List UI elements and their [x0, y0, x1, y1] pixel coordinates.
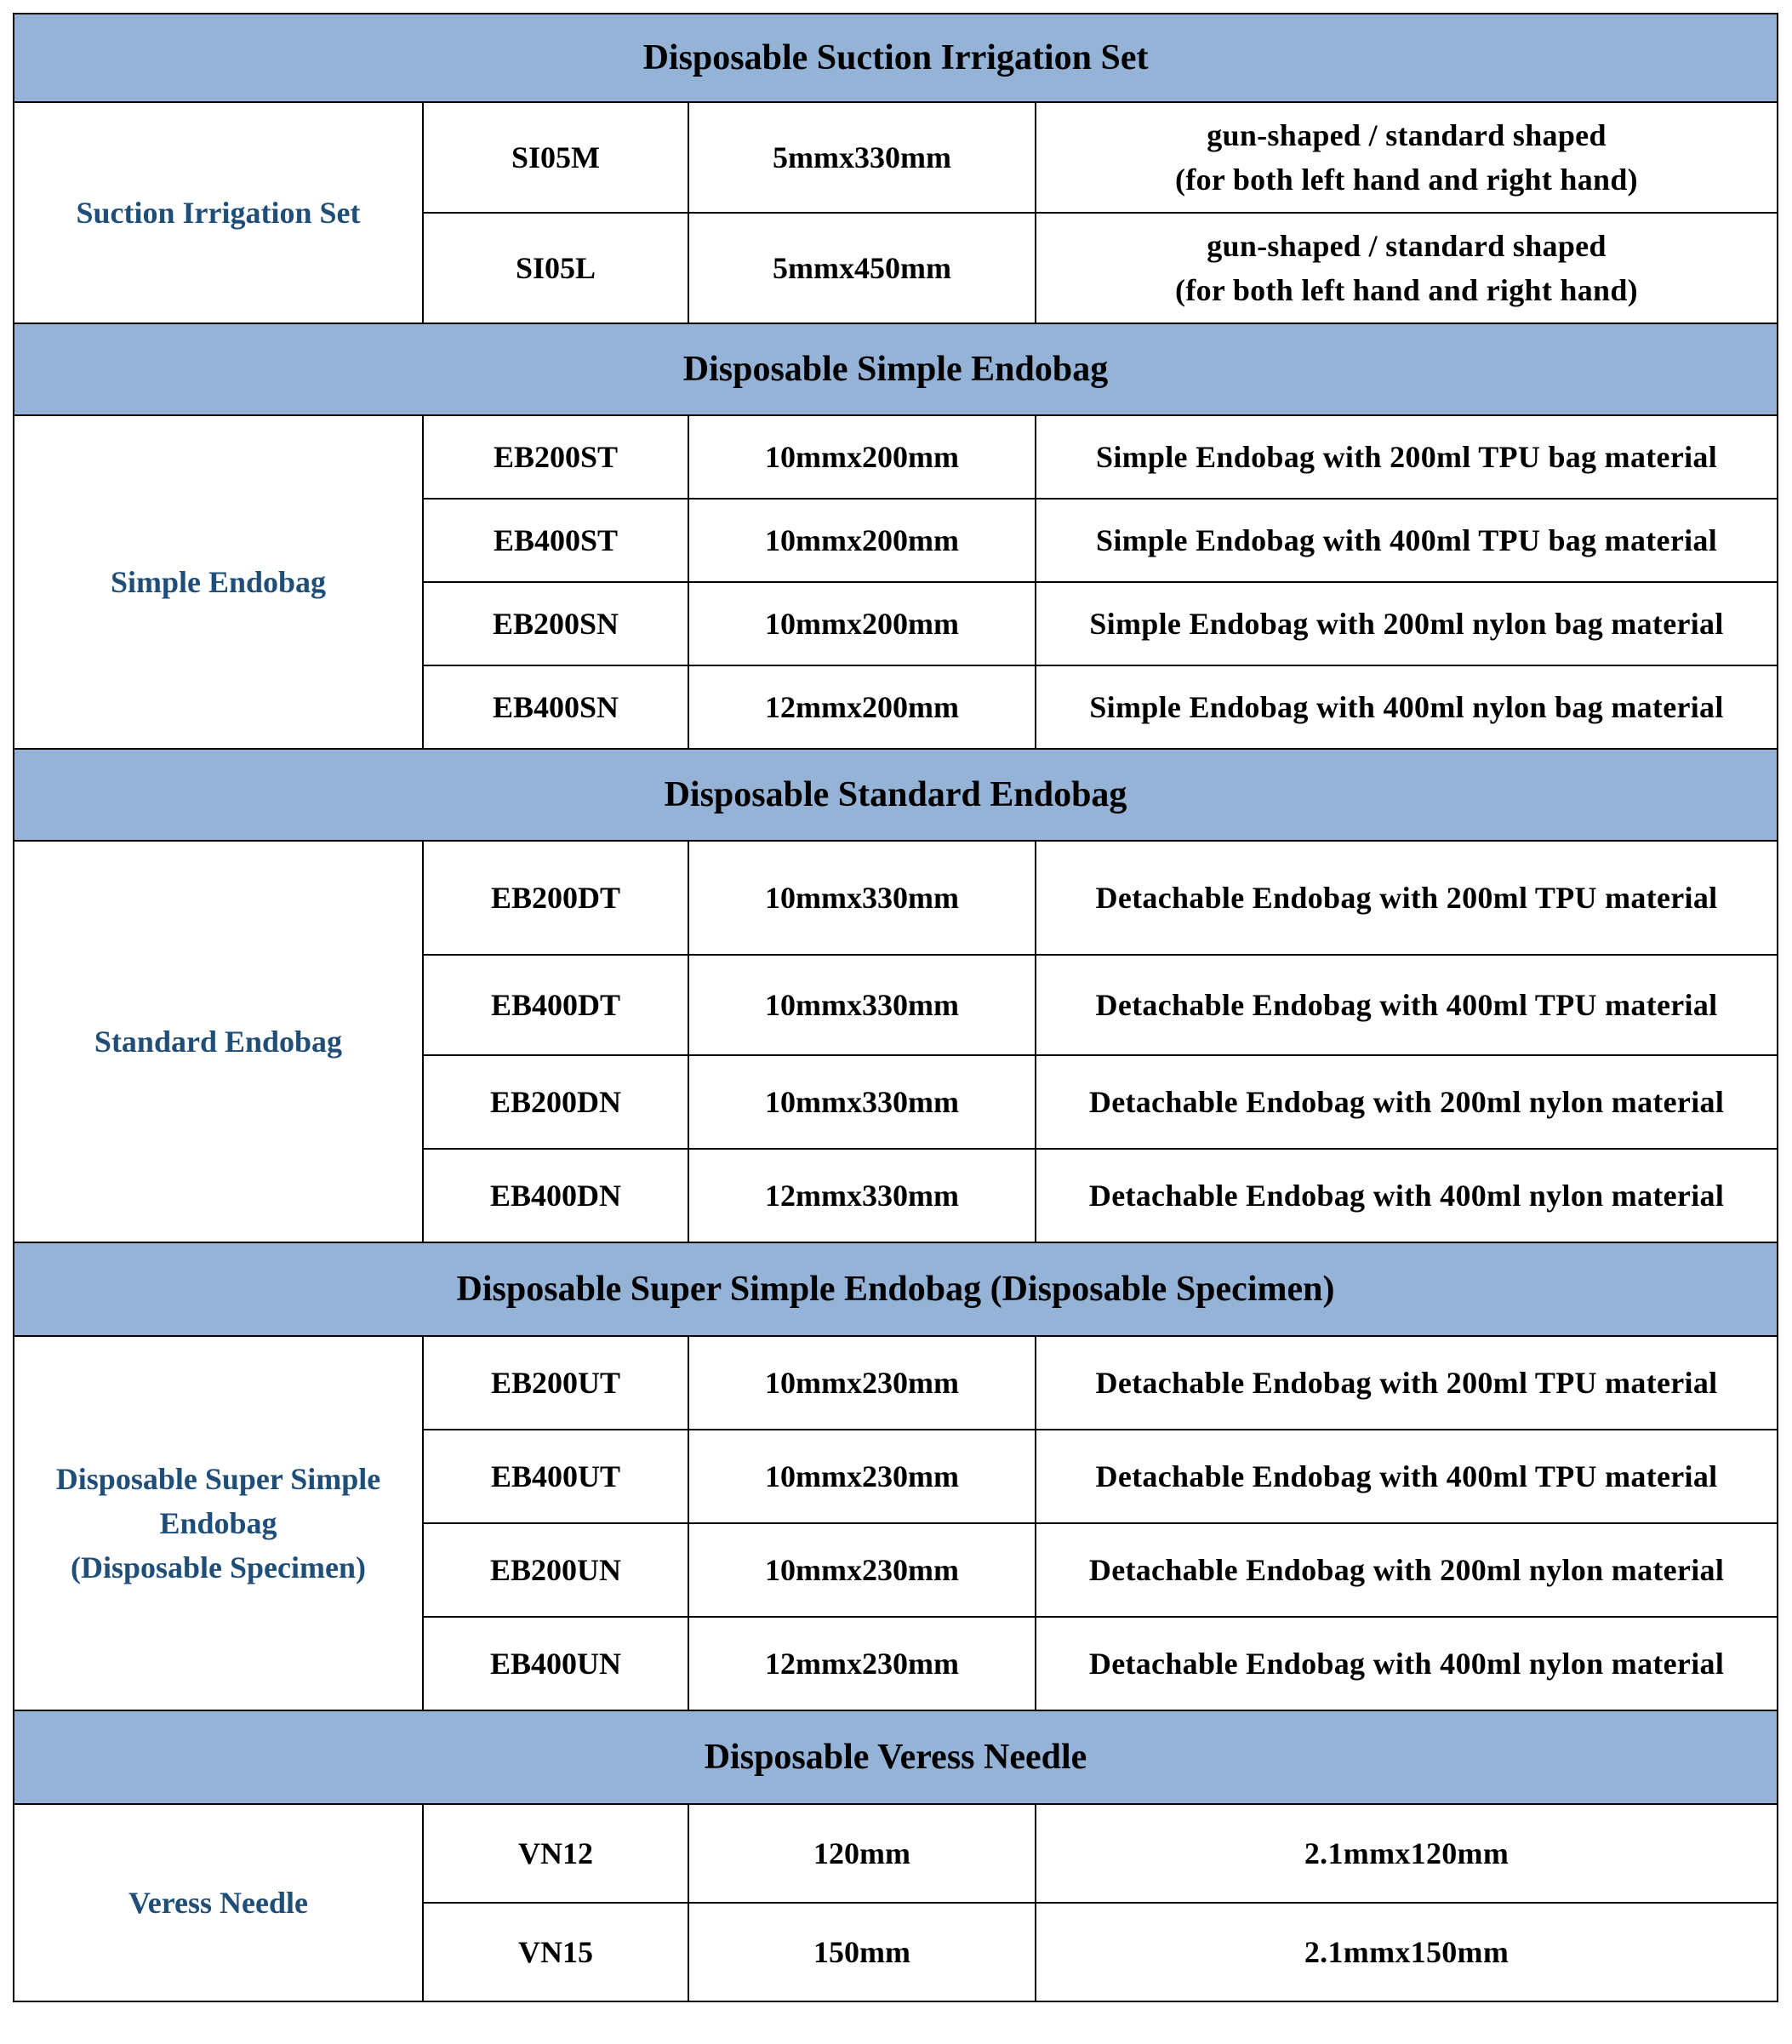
text-line: gun-shaped / standard shaped: [1207, 118, 1607, 152]
table-row: [14, 102, 1778, 213]
text-line: Detachable Endobag with 200ml TPU material: [1095, 1366, 1718, 1400]
section-title: Disposable Super Simple Endobag (Disposable Specimen): [14, 1242, 1778, 1336]
text-line: Veress Needle: [128, 1886, 308, 1920]
product-spec-table: [13, 13, 1778, 2002]
product-size: 10mmx330mm: [688, 1055, 1036, 1149]
product-description: [1036, 1430, 1778, 1523]
product-description: [1036, 1617, 1778, 1710]
product-size: 12mmx330mm: [688, 1149, 1036, 1242]
product-description: [1036, 1336, 1778, 1430]
product-description: [1036, 582, 1778, 665]
section-header-row: [14, 1710, 1778, 1804]
product-code: EB200DT: [423, 841, 688, 955]
product-size: 12mmx200mm: [688, 665, 1036, 749]
product-size: 12mmx230mm: [688, 1617, 1036, 1710]
text-line: (Disposable Specimen): [70, 1550, 366, 1584]
section-header-row: [14, 749, 1778, 841]
product-code: EB400DN: [423, 1149, 688, 1242]
product-description: [1036, 102, 1778, 213]
section-header-row: [14, 323, 1778, 415]
table-row: [14, 1804, 1778, 1903]
text-line: Simple Endobag with 200ml nylon bag material: [1089, 607, 1724, 641]
table-row: [14, 841, 1778, 955]
text-line: Endobag: [159, 1506, 277, 1540]
product-size: 5mmx330mm: [688, 102, 1036, 213]
text-line: 2.1mmx120mm: [1304, 1836, 1510, 1870]
category-label: [14, 1804, 423, 2001]
text-line: Detachable Endobag with 200ml nylon material: [1088, 1085, 1725, 1119]
text-line: (for both left hand and right hand): [1175, 163, 1638, 197]
product-code: EB200DN: [423, 1055, 688, 1149]
text-line: Detachable Endobag with 200ml nylon material: [1088, 1553, 1725, 1587]
text-line: Standard Endobag: [94, 1025, 343, 1059]
text-line: Suction Irrigation Set: [76, 196, 361, 230]
category-label: [14, 841, 423, 1242]
product-code: EB400UN: [423, 1617, 688, 1710]
product-code: EB200UT: [423, 1336, 688, 1430]
product-size: 10mmx200mm: [688, 415, 1036, 499]
product-size: 5mmx450mm: [688, 213, 1036, 323]
category-label: [14, 1336, 423, 1710]
text-line: Detachable Endobag with 400ml TPU material: [1095, 988, 1718, 1022]
product-description: [1036, 1055, 1778, 1149]
product-size: 120mm: [688, 1804, 1036, 1903]
product-code: EB400DT: [423, 955, 688, 1055]
text-line: Detachable Endobag with 400ml nylon material: [1088, 1179, 1725, 1213]
product-size: 10mmx200mm: [688, 582, 1036, 665]
product-description: [1036, 1903, 1778, 2001]
product-code: SI05L: [423, 213, 688, 323]
product-size: 10mmx230mm: [688, 1430, 1036, 1523]
text-line: Detachable Endobag with 400ml nylon material: [1088, 1647, 1725, 1681]
section-title: Disposable Veress Needle: [14, 1710, 1778, 1804]
product-description: [1036, 415, 1778, 499]
text-line: (for both left hand and right hand): [1175, 273, 1638, 307]
product-description: [1036, 213, 1778, 323]
text-line: Simple Endobag with 400ml nylon bag material: [1089, 690, 1724, 724]
product-code: EB400SN: [423, 665, 688, 749]
product-size: 150mm: [688, 1903, 1036, 2001]
text-line: gun-shaped / standard shaped: [1207, 229, 1607, 263]
table-row: [14, 1336, 1778, 1430]
product-code: SI05M: [423, 102, 688, 213]
text-line: Simple Endobag: [110, 565, 327, 599]
text-line: Detachable Endobag with 200ml TPU material: [1095, 881, 1718, 915]
section-header-row: [14, 14, 1778, 102]
category-label: [14, 415, 423, 749]
section-title: Disposable Simple Endobag: [14, 323, 1778, 415]
product-description: [1036, 1149, 1778, 1242]
text-line: Disposable Super Simple: [55, 1462, 381, 1496]
product-size: 10mmx230mm: [688, 1336, 1036, 1430]
section-title: Disposable Standard Endobag: [14, 749, 1778, 841]
product-code: EB200SN: [423, 582, 688, 665]
product-description: [1036, 1804, 1778, 1903]
product-description: [1036, 665, 1778, 749]
product-description: [1036, 841, 1778, 955]
text-line: Simple Endobag with 400ml TPU bag material: [1096, 523, 1717, 557]
text-line: Simple Endobag with 200ml TPU bag material: [1096, 440, 1717, 474]
product-code: EB200ST: [423, 415, 688, 499]
table-row: [14, 415, 1778, 499]
product-code: VN12: [423, 1804, 688, 1903]
text-line: Detachable Endobag with 400ml TPU material: [1095, 1459, 1718, 1493]
product-code: VN15: [423, 1903, 688, 2001]
product-code: EB400UT: [423, 1430, 688, 1523]
product-code: EB200UN: [423, 1523, 688, 1617]
product-size: 10mmx230mm: [688, 1523, 1036, 1617]
product-size: 10mmx330mm: [688, 841, 1036, 955]
text-line: 2.1mmx150mm: [1304, 1935, 1510, 1969]
product-code: EB400ST: [423, 499, 688, 582]
section-header-row: [14, 1242, 1778, 1336]
product-description: [1036, 1523, 1778, 1617]
product-description: [1036, 955, 1778, 1055]
section-title: Disposable Suction Irrigation Set: [14, 14, 1778, 102]
product-description: [1036, 499, 1778, 582]
category-label: [14, 102, 423, 323]
product-size: 10mmx200mm: [688, 499, 1036, 582]
product-size: 10mmx330mm: [688, 955, 1036, 1055]
